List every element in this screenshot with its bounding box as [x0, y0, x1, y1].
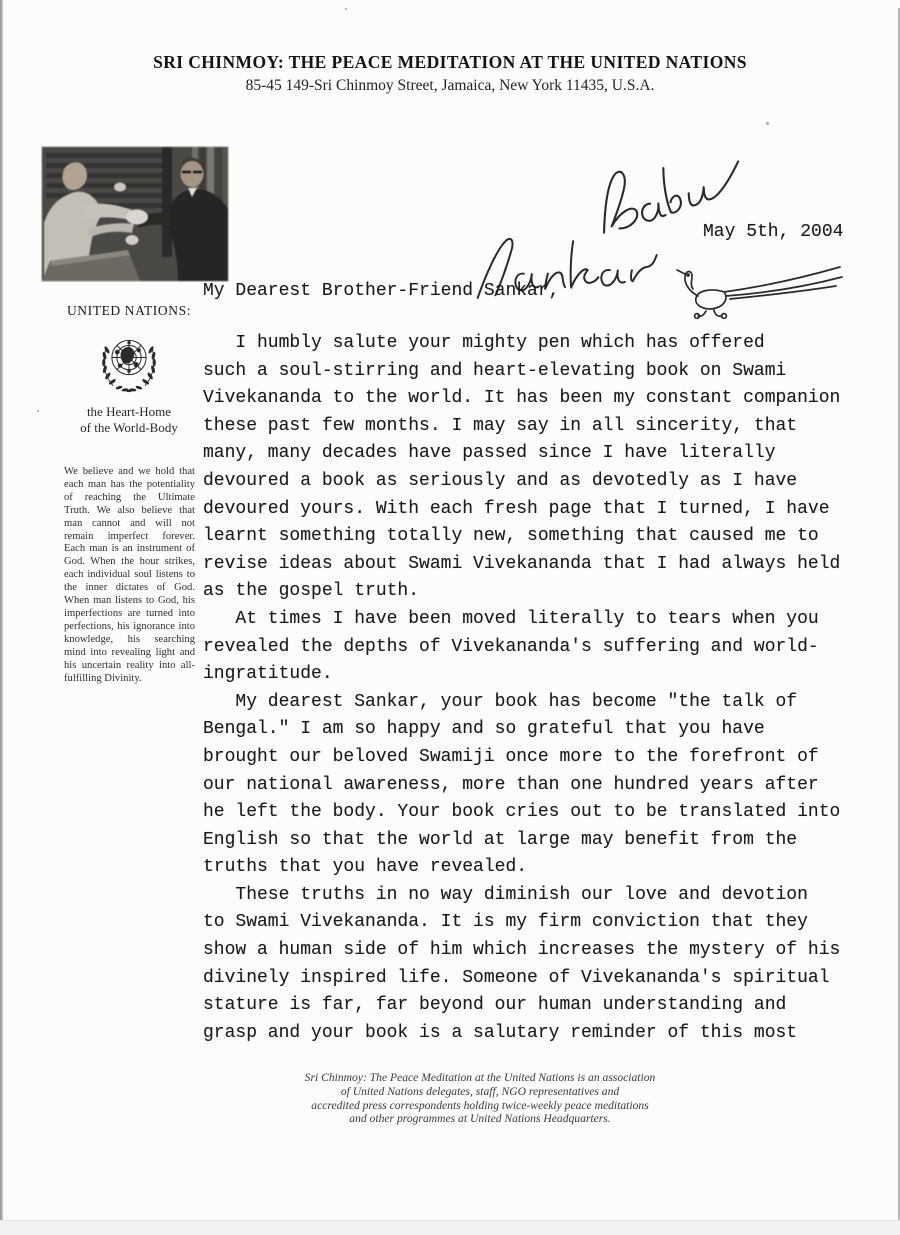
- letter-line: These truths in no way diminish our love and devotion: [203, 884, 808, 905]
- letter-line: English so that the world at large may benefit from the: [203, 829, 798, 850]
- letter-salutation: My Dearest Brother-Friend Sankar,: [203, 281, 560, 301]
- footer-line: of United Nations delegates, staff, NGO representatives and: [340, 1084, 620, 1098]
- letter-line: I humbly salute your mighty pen which has offered: [203, 333, 765, 353]
- footer-line: Sri Chinmoy: The Peace Meditation at the United Nations is an association: [304, 1071, 656, 1084]
- letter-line: devoured yours. With each fresh page that I turned, I have: [203, 498, 830, 519]
- letterhead-title: SRI CHINMOY: THE PEACE MEDITATION AT THE UNITED NATIONS: [153, 52, 747, 72]
- letter-line: Vivekananda to the world. It has been my constant companion: [203, 388, 841, 409]
- letter-line: grasp and your book is a salutary reminder of this most: [203, 1022, 798, 1043]
- letter-line: learnt something totally new, something that caused me to: [203, 526, 819, 547]
- un-emblem-graphic: [93, 326, 165, 398]
- letter-line: ingratitude.: [203, 664, 333, 685]
- letter-line: these past few months. I may say in all sincerity, that: [203, 415, 798, 436]
- letter-line: brought our beloved Swamiji once more to the forefront of: [203, 746, 819, 767]
- footer-line: accredited press correspondents holding twice-weekly peace meditations: [311, 1098, 649, 1112]
- scan-speck: [766, 122, 769, 125]
- united-nations-label: UNITED NATIONS:: [66, 303, 192, 318]
- letter-line: devoured a book as seriously and as devotedly as I have: [203, 470, 798, 491]
- tagline-line1: the Heart-Home: [86, 404, 172, 419]
- letter-line: our national awareness, more than one hundred years after: [203, 774, 819, 795]
- letter-line: many, many decades have passed since I have literally: [203, 443, 776, 464]
- un-emblem-icon: [93, 326, 165, 400]
- tagline-line2: of the World-Body: [80, 420, 178, 435]
- letter-line: stature is far, far beyond our human understanding and: [203, 995, 787, 1016]
- footer-line: and other programmes at United Nations Headquarters.: [349, 1112, 611, 1126]
- scan-edge-left: [0, 0, 3, 1235]
- letter-line: My dearest Sankar, your book has become "the talk of: [203, 691, 798, 712]
- scan-speck: [345, 8, 347, 10]
- letter-line: such a soul-stirring and heart-elevating book on Swami: [203, 360, 787, 381]
- scan-edge-bottom: [0, 1220, 900, 1235]
- letter-line: to Swami Vivekananda. It is my firm conviction that they: [203, 912, 808, 933]
- meeting-photo-image: [42, 147, 228, 281]
- letter-line: he left the body. Your book cries out to be translated into: [203, 802, 841, 823]
- tagline: [29, 404, 229, 436]
- letter-line: as the gospel truth.: [203, 581, 420, 602]
- letter-body: [203, 330, 863, 1047]
- letter-line: divinely inspired life. Someone of Vivekananda's spiritual: [203, 967, 830, 988]
- letter-date: May 5th, 2004: [703, 222, 844, 242]
- bird-doodle-drawing: [648, 263, 844, 319]
- letter-line: Bengal." I am so happy and so grateful that you have: [203, 719, 765, 740]
- letter-line: revise ideas about Swami Vivekananda that I had always held: [203, 553, 841, 574]
- footer-note: [205, 1071, 755, 1126]
- letterhead-address: 85-45 149-Sri Chinmoy Street, Jamaica, New York 11435, U.S.A.: [245, 77, 655, 94]
- letter-line: At times I have been moved literally to tears when you: [203, 608, 819, 629]
- credo-text: We believe and we hold that each man has the potentiality of reaching the Ultimate Truth. We also believe that man cannot and will not remain imperfect forever. Each man is an instrument of God. When the hour strikes, each individual soul listens to the inner dictates of God. When man listens to God, his imperfections are turned into perfections, his ignorance into knowledge, his searching mind into revealing light and his uncertain reality into all-fulfilling Divinity.: [64, 466, 195, 684]
- letter-line: truths that you have revealed.: [203, 857, 528, 878]
- letter-line: show a human side of him which increases the mystery of his: [203, 940, 841, 961]
- meeting-photo: [42, 147, 228, 281]
- letter-line: revealed the depths of Vivekananda's suffering and world-: [203, 636, 819, 657]
